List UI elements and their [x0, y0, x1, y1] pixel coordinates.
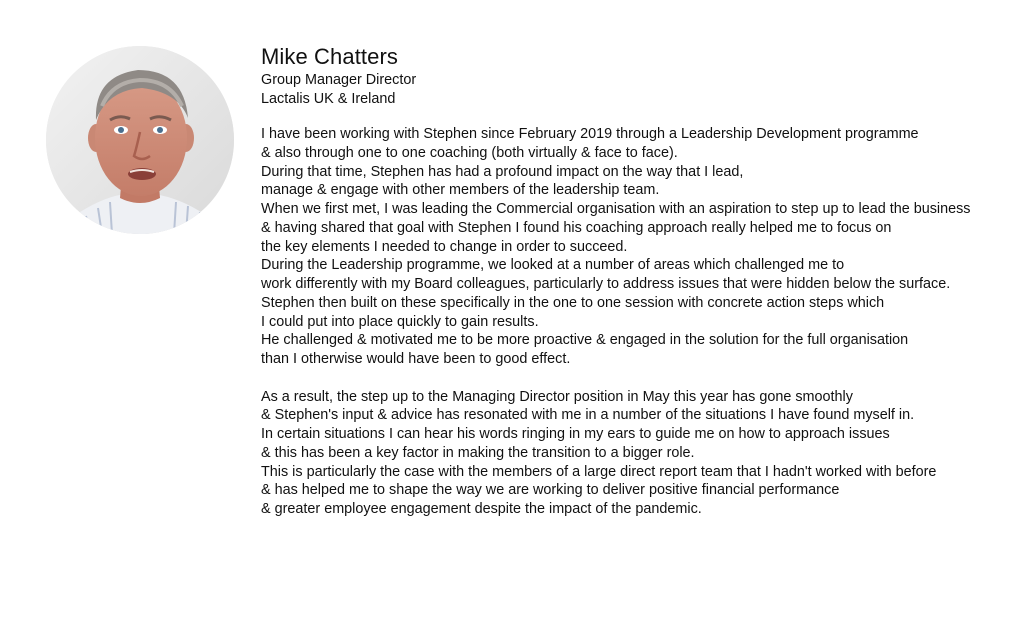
testimonial-line: As a result, the step up to the Managing Director position in May this year has gone smoothly	[261, 388, 853, 405]
testimonial-line: & greater employee engagement despite the impact of the pandemic.	[261, 501, 702, 517]
testimonial-line: & having shared that goal with Stephen I found his coaching approach really helped me to focus on	[261, 219, 892, 236]
testimonial-paragraph-1	[261, 125, 1021, 369]
person-name: Mike Chatters	[261, 44, 399, 69]
testimonial-line: I could put into place quickly to gain results.	[261, 313, 539, 330]
testimonial-line: & also through one to one coaching (both virtually & face to face).	[261, 144, 678, 161]
testimonial-line: During that time, Stephen has had a profound impact on the way that I lead,	[261, 163, 744, 180]
person-role: Group Manager Director	[261, 72, 417, 88]
avatar	[46, 46, 234, 234]
testimonial-paragraph-2	[261, 388, 1021, 519]
testimonial-line: & Stephen's input & advice has resonated with me in a number of the situations I have found myself in.	[261, 407, 915, 424]
testimonial-line: manage & engage with other members of the leadership team.	[261, 182, 660, 199]
testimonial-line: In certain situations I can hear his words ringing in my ears to guide me on how to approach issues	[261, 426, 890, 442]
testimonial-line: He challenged & motivated me to be more proactive & engaged in the solution for the full organisation	[261, 332, 909, 349]
testimonial-line: the key elements I needed to change in order to succeed.	[261, 238, 628, 255]
person-company: Lactalis UK & Ireland	[261, 91, 396, 107]
testimonial-line: Stephen then built on these specifically in the one to one session with concrete action steps which	[261, 294, 885, 311]
portrait-photo	[46, 46, 234, 234]
paragraph-spacer	[261, 369, 1021, 388]
testimonial-line: & this has been a key factor in making the transition to a bigger role.	[261, 444, 695, 461]
testimonial-line: than I otherwise would have been to good effect.	[261, 351, 571, 367]
testimonial-line: When we first met, I was leading the Commercial organisation with an aspiration to step up to lead the business	[261, 201, 971, 217]
testimonial-line: During the Leadership programme, we looked at a number of areas which challenged me to	[261, 257, 845, 274]
testimonial-text	[261, 125, 1021, 519]
testimonial-line: & has helped me to shape the way we are working to deliver positive financial performance	[261, 482, 840, 499]
testimonial-line: work differently with my Board colleagues, particularly to address issues that were hidden below the surface.	[261, 276, 951, 292]
testimonial-line: I have been working with Stephen since February 2019 through a Leadership Development programme	[261, 126, 919, 142]
testimonial-line: This is particularly the case with the members of a large direct report team that I hadn't worked with before	[261, 463, 937, 480]
